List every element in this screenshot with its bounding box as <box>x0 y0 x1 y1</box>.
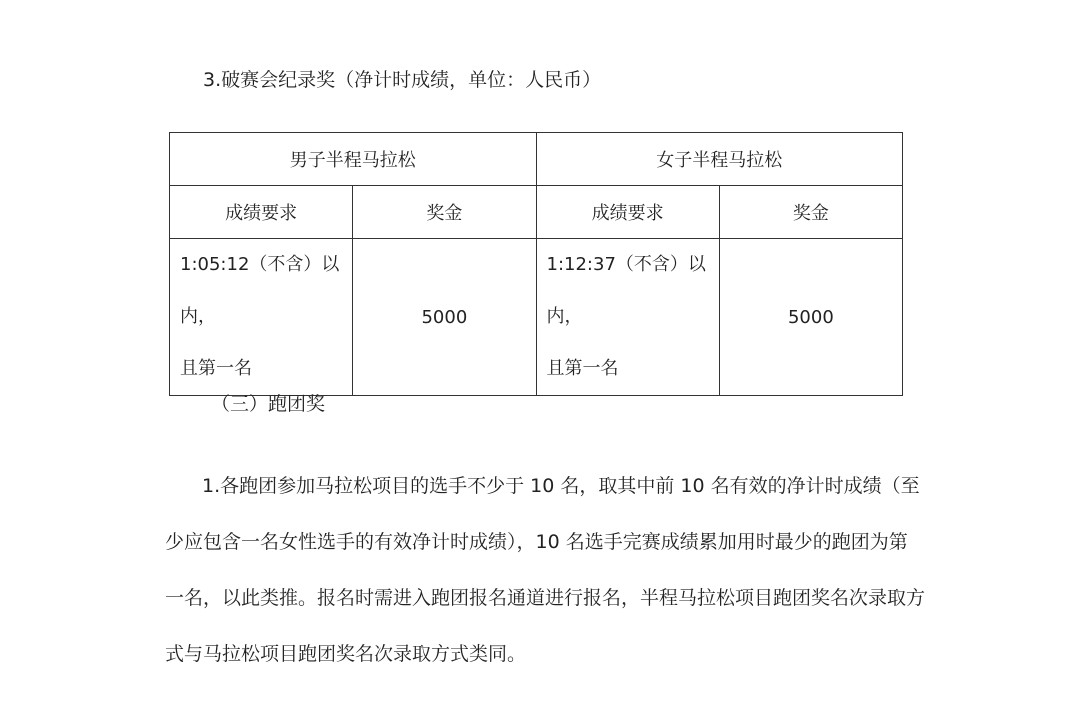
section-heading: 3.破赛会纪录奖（净计时成绩，单位：人民币） <box>203 69 602 91</box>
men-prize-header: 奖金 <box>353 186 536 239</box>
men-requirement-line2: 且第一名 <box>180 358 252 379</box>
women-group-header: 女子半程马拉松 <box>536 133 903 186</box>
table-row <box>170 239 903 396</box>
men-requirement-line1: 1:05:12（不含）以内， <box>180 254 340 327</box>
women-prize-header: 奖金 <box>719 186 902 239</box>
women-requirement-line2: 且第一名 <box>546 358 619 379</box>
women-requirement-header: 成绩要求 <box>536 186 719 239</box>
men-group-header: 男子半程马拉松 <box>170 133 537 186</box>
paragraph-line-2: 少应包含一名女性选手的有效净计时成绩），10 名选手完赛成绩累加用时最少的跑团为第 <box>165 531 908 553</box>
table-column-header-row <box>170 186 903 239</box>
men-requirement-cell <box>170 239 353 396</box>
women-requirement-cell <box>536 239 719 396</box>
paragraph-line-4: 式与马拉松项目跑团奖名次录取方式类同。 <box>165 643 527 665</box>
subsection-title: （三）跑团奖 <box>211 393 326 415</box>
men-requirement-header: 成绩要求 <box>170 186 353 239</box>
women-requirement-line1: 1:12:37（不含）以内， <box>546 254 706 327</box>
running-club-award-paragraph <box>165 458 925 682</box>
record-award-table <box>169 132 903 396</box>
paragraph-line-1: 1.各跑团参加马拉松项目的选手不少于 10 名，取其中前 10 名有效的净计时成绩（至 <box>202 475 920 497</box>
women-prize-cell: 5000 <box>719 239 902 396</box>
paragraph-line-3: 一名，以此类推。报名时需进入跑团报名通道进行报名，半程马拉松项目跑团奖名次录取方 <box>165 587 926 609</box>
table-group-row <box>170 133 903 186</box>
men-prize-cell: 5000 <box>353 239 536 396</box>
